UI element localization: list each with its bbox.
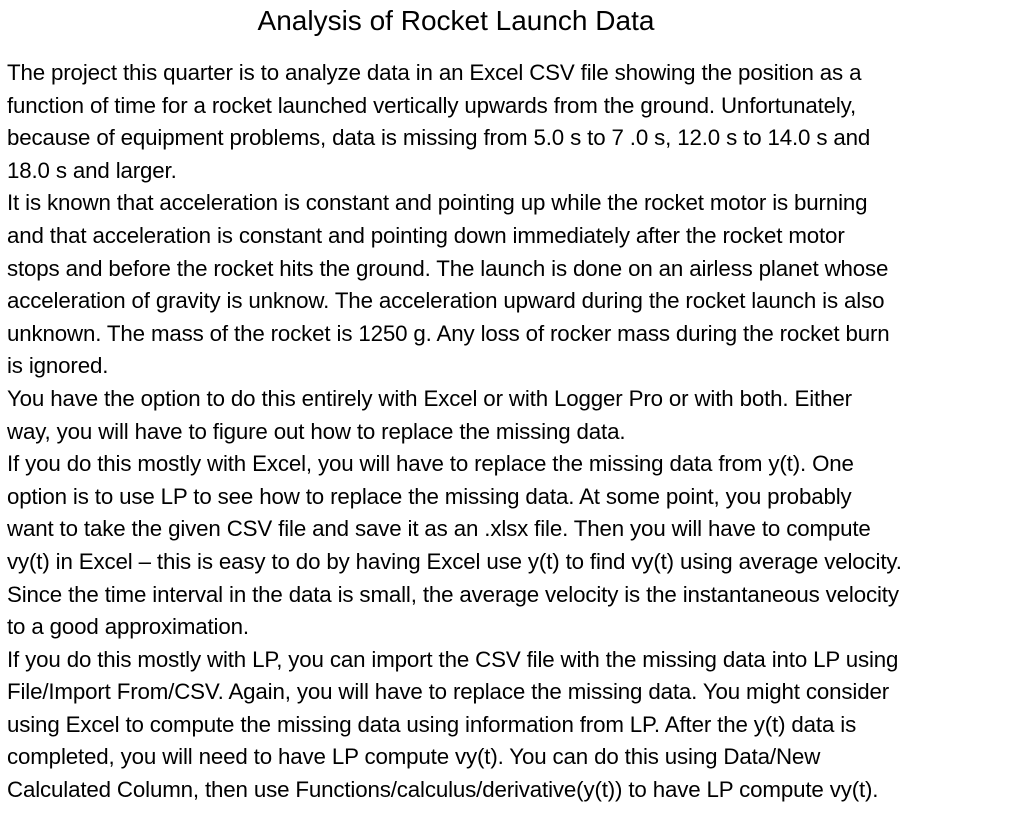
paragraph-5-line-1: If you do this mostly with LP, you can import the CSV file with the missing data into LP using [7,646,899,672]
paragraph-2-line-6: is ignored. [7,353,109,379]
paragraph-5-line-5: Calculated Column, then use Functions/calculus/derivative(y(t)) to have LP compute vy(t). [7,777,879,803]
paragraph-2-line-1: It is known that acceleration is constant and pointing up while the rocket motor is burning [7,190,868,216]
paragraph-4-line-4: vy(t) in Excel – this is easy to do by having Excel use y(t) to find vy(t) using average velocity. [7,548,902,574]
paragraph-2-line-2: and that acceleration is constant and pointing down immediately after the rocket motor [7,222,845,248]
paragraph-4-line-6: to a good approximation. [7,614,249,640]
paragraph-4-line-5: Since the time interval in the data is small, the average velocity is the instantaneous velocity [7,581,899,607]
paragraph-3-line-2: way, you will have to figure out how to replace the missing data. [7,418,626,444]
paragraph-1-line-2: function of time for a rocket launched vertically upwards from the ground. Unfortunately, [7,92,857,118]
paragraph-1-line-1: The project this quarter is to analyze data in an Excel CSV file showing the position as a [7,60,862,85]
paragraph-3-line-1: You have the option to do this entirely with Excel or with Logger Pro or with both. Either [7,385,852,411]
paragraph-2-line-3: stops and before the rocket hits the ground. The launch is done on an airless planet whose [7,255,889,281]
paragraph-2-line-4: acceleration of gravity is unknow. The acceleration upward during the rocket launch is also [7,288,885,314]
paragraph-4-line-3: want to take the given CSV file and save it as an .xlsx file. Then you will have to compute [7,516,871,542]
paragraph-4-line-2: option is to use LP to see how to replace the missing data. At some point, you probably [7,483,852,509]
paragraph-2-line-5: unknown. The mass of the rocket is 1250 g. Any loss of rocker mass during the rocket burn [7,320,890,346]
paragraph-5-line-2: File/Import From/CSV. Again, you will have to replace the missing data. You might consider [7,679,889,705]
paragraph-1-line-4: 18.0 s and larger. [7,157,177,183]
paragraph-5-line-3: using Excel to compute the missing data using information from LP. After the y(t) data is [7,711,857,737]
paragraph-5-line-4: completed, you will need to have LP compute vy(t). You can do this using Data/New [7,744,821,770]
document-body [7,57,1021,807]
paragraph-4-line-1: If you do this mostly with Excel, you will have to replace the missing data from y(t). One [7,451,854,477]
paragraph-1-line-3: because of equipment problems, data is missing from 5.0 s to 7 .0 s, 12.0 s to 14.0 s and [7,125,871,151]
document-title: Analysis of Rocket Launch Data [257,5,655,36]
